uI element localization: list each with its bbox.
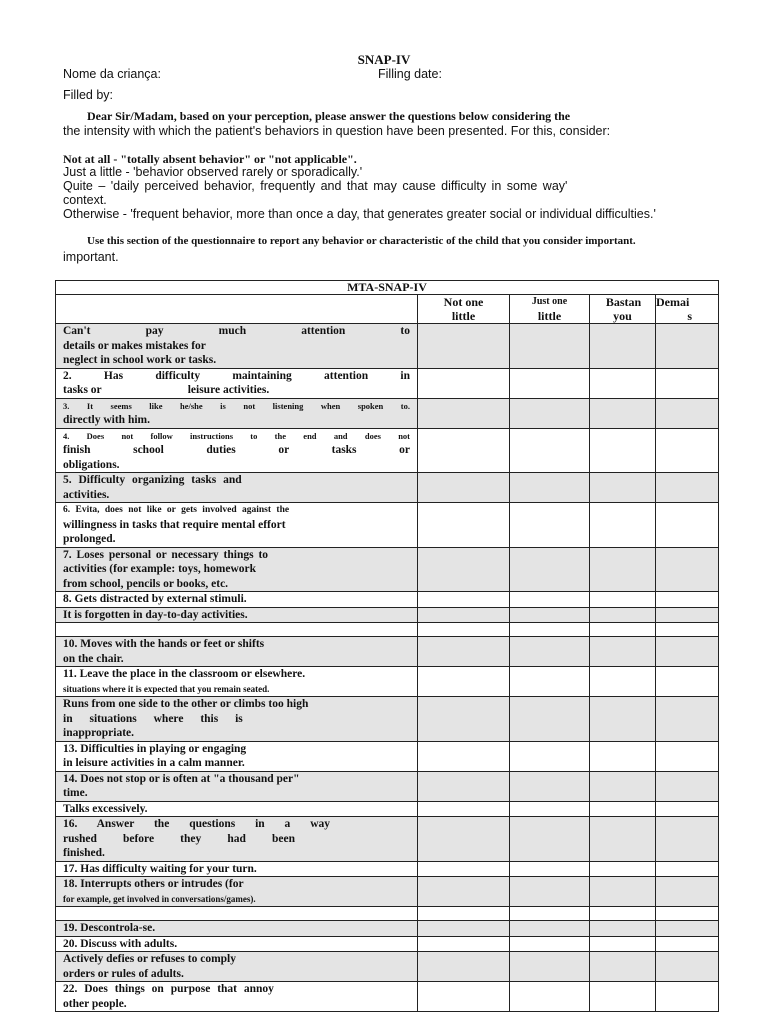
column-header-quite: Bastan you	[590, 295, 656, 324]
answer-cell[interactable]	[510, 982, 590, 1012]
answer-cell[interactable]	[418, 877, 510, 907]
answer-cell[interactable]	[656, 324, 719, 369]
answer-cell[interactable]	[590, 428, 656, 473]
question-10: 10. Moves with the hands or feet or shifts on the chair.	[56, 637, 418, 667]
question-16: 16. Answer the questions in a way rushed before they had been finished.	[56, 817, 418, 862]
table-row	[56, 368, 719, 398]
answer-cell[interactable]	[510, 623, 590, 637]
blank-cell	[56, 907, 418, 921]
answer-cell[interactable]	[656, 547, 719, 592]
question-14: 14. Does not stop or is often at "a thousand per" time.	[56, 771, 418, 801]
question-22: 22. Does things on purpose that annoy other people.	[56, 982, 418, 1012]
answer-cell[interactable]	[656, 623, 719, 637]
answer-cell[interactable]	[418, 503, 510, 548]
answer-cell[interactable]	[590, 921, 656, 937]
question-12: Runs from one side to the other or climbs too high in situations where this is inappropriate.	[56, 697, 418, 742]
table-row	[56, 667, 719, 697]
answer-cell[interactable]	[590, 324, 656, 369]
answer-cell[interactable]	[656, 771, 719, 801]
table-row	[56, 324, 719, 369]
answer-cell[interactable]	[656, 982, 719, 1012]
answer-cell[interactable]	[656, 592, 719, 608]
table-title: MTA-SNAP-IV	[56, 281, 719, 295]
snap-iv-table	[55, 280, 719, 1012]
question-11: 11. Leave the place in the classroom or elsewhere. situations where it is expected that you remain seated.	[56, 667, 418, 697]
answer-cell[interactable]	[418, 637, 510, 667]
blank-cell	[56, 623, 418, 637]
answer-cell[interactable]	[510, 921, 590, 937]
answer-cell[interactable]	[656, 607, 719, 623]
answer-cell[interactable]	[656, 801, 719, 817]
answer-cell[interactable]	[418, 921, 510, 937]
answer-cell[interactable]	[510, 473, 590, 503]
answer-cell[interactable]	[418, 741, 510, 771]
intro-line-1: Dear Sir/Madam, based on your perception, please answer the questions below considering the	[87, 109, 571, 123]
answer-cell[interactable]	[510, 907, 590, 921]
answer-cell[interactable]	[656, 637, 719, 667]
table-row-blank	[56, 907, 719, 921]
answer-cell[interactable]	[656, 907, 719, 921]
answer-cell[interactable]	[418, 907, 510, 921]
answer-cell[interactable]	[418, 801, 510, 817]
answer-cell[interactable]	[590, 607, 656, 623]
table-row	[56, 936, 719, 952]
answer-cell[interactable]	[590, 771, 656, 801]
scale-just-a-little: Just a little - 'behavior observed rarely or sporadically.'	[63, 165, 363, 179]
answer-cell[interactable]	[510, 503, 590, 548]
answer-cell[interactable]	[590, 982, 656, 1012]
answer-cell[interactable]	[418, 861, 510, 877]
child-name-label: Nome da criança:	[63, 67, 161, 81]
answer-cell[interactable]	[590, 952, 656, 982]
answer-cell[interactable]	[510, 547, 590, 592]
question-4: 4. Does not follow instructions to the end and does not finish school duties or tasks or obligations.	[56, 428, 418, 473]
answer-cell[interactable]	[510, 741, 590, 771]
table-row	[56, 801, 719, 817]
answer-cell[interactable]	[510, 936, 590, 952]
table-row	[56, 817, 719, 862]
table-row	[56, 592, 719, 608]
answer-cell[interactable]	[510, 324, 590, 369]
table-row	[56, 697, 719, 742]
question-7: 7. Loses personal or necessary things to activities (for example: toys, homework from school, pencils or books, etc.	[56, 547, 418, 592]
table-row	[56, 607, 719, 623]
intro-line-2: the intensity with which the patient's behaviors in question have been presented. For this, consider:	[63, 124, 611, 138]
answer-cell[interactable]	[656, 398, 719, 428]
answer-cell[interactable]	[418, 398, 510, 428]
answer-cell[interactable]	[656, 697, 719, 742]
column-header-just-a-little: Just one little	[510, 295, 590, 324]
answer-cell[interactable]	[656, 877, 719, 907]
answer-cell[interactable]	[418, 817, 510, 862]
answer-cell[interactable]	[590, 503, 656, 548]
table-row-blank	[56, 623, 719, 637]
question-20: 20. Discuss with adults.	[56, 936, 418, 952]
header-item-cell	[56, 295, 418, 324]
question-1: Can't pay much attention to details or makes mistakes for neglect in school work or tasks.	[56, 324, 418, 369]
answer-cell[interactable]	[590, 877, 656, 907]
answer-cell[interactable]	[510, 667, 590, 697]
table-row	[56, 921, 719, 937]
question-19: 19. Descontrola-se.	[56, 921, 418, 937]
answer-cell[interactable]	[590, 907, 656, 921]
answer-cell[interactable]	[656, 368, 719, 398]
scale-not-at-all: Not at all - "totally absent behavior" or "not applicable".	[63, 152, 357, 166]
table-row	[56, 547, 719, 592]
table-row	[56, 503, 719, 548]
filling-date-label: Filling date:	[378, 67, 442, 81]
question-13: 13. Difficulties in playing or engaging in leisure activities in a calm manner.	[56, 741, 418, 771]
answer-cell[interactable]	[590, 667, 656, 697]
question-15: Talks excessively.	[56, 801, 418, 817]
answer-cell[interactable]	[418, 952, 510, 982]
answer-cell[interactable]	[590, 623, 656, 637]
answer-cell[interactable]	[590, 398, 656, 428]
scale-otherwise: Otherwise - 'frequent behavior, more than once a day, that generates greater social or individual difficulties.'	[63, 207, 656, 221]
answer-cell[interactable]	[418, 771, 510, 801]
answer-cell[interactable]	[510, 607, 590, 623]
answer-cell[interactable]	[656, 861, 719, 877]
table-row	[56, 398, 719, 428]
answer-cell[interactable]	[656, 503, 719, 548]
answer-cell[interactable]	[510, 952, 590, 982]
answer-cell[interactable]	[418, 473, 510, 503]
answer-cell[interactable]	[418, 936, 510, 952]
filled-by-label: Filled by:	[63, 88, 114, 102]
instruction-line-1: Use this section of the questionnaire to report any behavior or characteristic of the child that you consider important.	[87, 235, 636, 247]
table-row	[56, 473, 719, 503]
answer-cell[interactable]	[590, 817, 656, 862]
answer-cell[interactable]	[656, 473, 719, 503]
answer-cell[interactable]	[510, 697, 590, 742]
answer-cell[interactable]	[590, 473, 656, 503]
question-3: 3. It seems like he/she is not listening when spoken to. directly with him.	[56, 398, 418, 428]
answer-cell[interactable]	[590, 801, 656, 817]
answer-cell[interactable]	[510, 368, 590, 398]
column-header-not-at-all: Not one little	[418, 295, 510, 324]
answer-cell[interactable]	[590, 592, 656, 608]
answer-cell[interactable]	[418, 667, 510, 697]
answer-cell[interactable]	[418, 592, 510, 608]
document-title: SNAP-IV	[357, 52, 411, 67]
answer-cell[interactable]	[418, 324, 510, 369]
table-row	[56, 952, 719, 982]
answer-cell[interactable]	[418, 982, 510, 1012]
table-row	[56, 741, 719, 771]
scale-quite-context: context.	[63, 193, 107, 207]
answer-cell[interactable]	[510, 398, 590, 428]
answer-cell[interactable]	[510, 637, 590, 667]
answer-cell[interactable]	[656, 741, 719, 771]
answer-cell[interactable]	[656, 428, 719, 473]
answer-cell[interactable]	[656, 921, 719, 937]
answer-cell[interactable]	[510, 877, 590, 907]
question-5: 5. Difficulty organizing tasks and activities.	[56, 473, 418, 503]
instruction-line-2: important.	[63, 250, 119, 264]
answer-cell[interactable]	[418, 623, 510, 637]
scale-quite: Quite – 'daily perceived behavior, frequently and that may cause difficulty in some way'	[63, 179, 568, 193]
answer-cell[interactable]	[418, 428, 510, 473]
answer-cell[interactable]	[510, 861, 590, 877]
table-row	[56, 637, 719, 667]
table-row	[56, 428, 719, 473]
answer-cell[interactable]	[418, 697, 510, 742]
answer-cell[interactable]	[418, 547, 510, 592]
answer-cell[interactable]	[656, 952, 719, 982]
answer-cell[interactable]	[656, 667, 719, 697]
table-row	[56, 982, 719, 1012]
answer-cell[interactable]	[590, 697, 656, 742]
column-header-very-much: Demai s	[656, 295, 719, 324]
answer-cell[interactable]	[510, 801, 590, 817]
answer-cell[interactable]	[510, 771, 590, 801]
answer-cell[interactable]	[510, 592, 590, 608]
table-row	[56, 771, 719, 801]
table-row	[56, 861, 719, 877]
question-2: 2. Has difficulty maintaining attention in tasks or leisure activities.	[56, 368, 418, 398]
answer-cell[interactable]	[418, 607, 510, 623]
answer-cell[interactable]	[590, 637, 656, 667]
table-row	[56, 877, 719, 907]
question-9: It is forgotten in day-to-day activities.	[56, 607, 418, 623]
question-17: 17. Has difficulty waiting for your turn.	[56, 861, 418, 877]
question-6: 6. Evita, does not like or gets involved against the willingness in tasks that require mental effort prolonged.	[56, 503, 418, 548]
answer-cell[interactable]	[510, 428, 590, 473]
answer-cell[interactable]	[656, 817, 719, 862]
question-8: 8. Gets distracted by external stimuli.	[56, 592, 418, 608]
answer-cell[interactable]	[656, 936, 719, 952]
answer-cell[interactable]	[590, 547, 656, 592]
answer-cell[interactable]	[590, 936, 656, 952]
question-18: 18. Interrupts others or intrudes (for for example, get involved in conversations/games).	[56, 877, 418, 907]
answer-cell[interactable]	[510, 817, 590, 862]
answer-cell[interactable]	[590, 368, 656, 398]
question-21: Actively defies or refuses to comply orders or rules of adults.	[56, 952, 418, 982]
answer-cell[interactable]	[590, 741, 656, 771]
answer-cell[interactable]	[418, 368, 510, 398]
answer-cell[interactable]	[590, 861, 656, 877]
table-header-row	[56, 295, 719, 324]
